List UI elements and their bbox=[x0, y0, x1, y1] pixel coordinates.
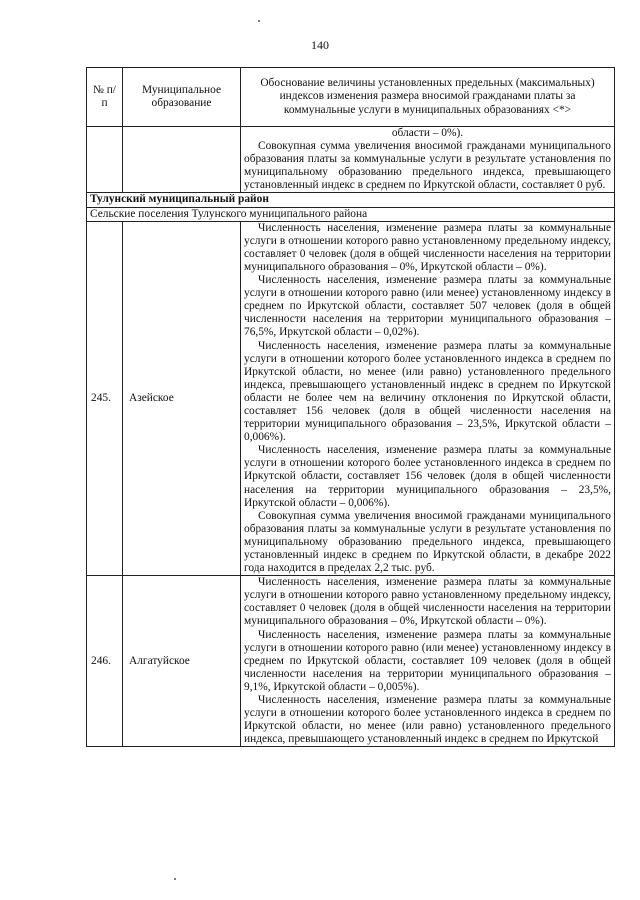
row-municipality: Алгатуйское bbox=[123, 576, 241, 747]
row-paragraph: Численность населения, изменение размера платы за коммунальные услуги в отношении которого равно (или менее) установленному индексу в среднем по Иркутской области, составляет 109 человек (доля в общей численности населения на территории муниципального образования – 9,1%, Иркутской области – 0,005%). bbox=[244, 628, 611, 693]
row-justification bbox=[241, 221, 615, 576]
row-paragraph: Численность населения, изменение размера платы за коммунальные услуги в отношении которого более установленного индекса в среднем по Иркутской области, но менее (или равно) установленного предельного индекса, превышающего установленный индекс в среднем по Иркутской bbox=[244, 694, 611, 746]
continued-text-cell bbox=[241, 127, 615, 193]
row-paragraph: Численность населения, изменение размера платы за коммунальные услуги в отношении которого равно (или менее) установленному индексу в среднем по Иркутской области, составляет 507 человек (доля в общей численности населения на территории муниципального образования – 76,5%, Иркутской области – 0,02%). bbox=[244, 274, 611, 339]
row-paragraph: Численность населения, изменение размера платы за коммунальные услуги в отношении которого равно установленному предельному индексу, составляет 0 человек (доля в общей численности населения на территории муниципального образования – 0%, Иркутской области – 0%). bbox=[244, 221, 611, 273]
subsection-title: Сельские поселения Тулунского муниципального района bbox=[87, 207, 615, 221]
header-justification: Обоснование величины установленных предельных (максимальных) индексов изменения размера вносимой гражданами платы за коммунальные услуги в муниципальных образованиях <*> bbox=[241, 68, 615, 127]
table-row bbox=[87, 576, 615, 747]
continued-num-cell bbox=[87, 127, 123, 193]
header-num: № п/п bbox=[87, 68, 123, 127]
row-municipality: Азейское bbox=[123, 221, 241, 576]
row-num: 245. bbox=[87, 221, 123, 576]
continued-name-cell bbox=[123, 127, 241, 193]
scan-speck bbox=[174, 878, 176, 880]
row-num: 246. bbox=[87, 576, 123, 747]
page-number: 140 bbox=[311, 38, 329, 52]
header-municipality: Муниципальное образование bbox=[123, 68, 241, 127]
section-row bbox=[87, 193, 615, 207]
table-row bbox=[87, 221, 615, 576]
row-paragraph: Совокупная сумма увеличения вносимой гражданами муниципального образования платы за коммунальные услуги в результате установления по муниципальному образованию предельного индекса, превышающего установленный индекс в среднем по Иркутской области, в декабре 2022 года находится в пределах 2,2 тыс. руб. bbox=[244, 509, 611, 575]
scan-speck bbox=[258, 20, 260, 22]
continued-row bbox=[87, 127, 615, 193]
row-paragraph: Численность населения, изменение размера платы за коммунальные услуги в отношении которого более установленного индекса в среднем по Иркутской области, составляет 156 человек (доля в общей численности населения на территории муниципального образования – 23,5%, Иркутской области – 0,006%). bbox=[244, 444, 611, 509]
continued-paragraph: Совокупная сумма увеличения вносимой гражданами муниципального образования платы за коммунальные услуги в результате установления по муниципальному образованию предельного индекса, превышающего установленный индекс в среднем по Иркутской области, составляет 0 руб. bbox=[244, 140, 611, 192]
row-paragraph: Численность населения, изменение размера платы за коммунальные услуги в отношении которого равно установленному предельному индексу, составляет 0 человек (доля в общей численности населения на территории муниципального образования – 0%, Иркутской области – 0%). bbox=[244, 576, 611, 628]
subsection-row bbox=[87, 207, 615, 221]
tariff-index-table bbox=[86, 67, 615, 747]
continued-paragraph: области – 0%). bbox=[391, 127, 464, 139]
row-justification bbox=[241, 576, 615, 747]
table-header-row bbox=[87, 68, 615, 127]
section-title: Тулунский муниципальный район bbox=[87, 193, 615, 207]
row-paragraph: Численность населения, изменение размера платы за коммунальные услуги в отношении которого более установленного индекса в среднем по Иркутской области, но менее (или равно) установленного предельного индекса, превышающего установленный индекс в среднем по Иркутской области не более чем на величину отклонения по Иркутской области, составляет 156 человек (доля в общей численности населения на территории муниципального образования – 23,5%, Иркутской области – 0,006%). bbox=[244, 339, 611, 444]
